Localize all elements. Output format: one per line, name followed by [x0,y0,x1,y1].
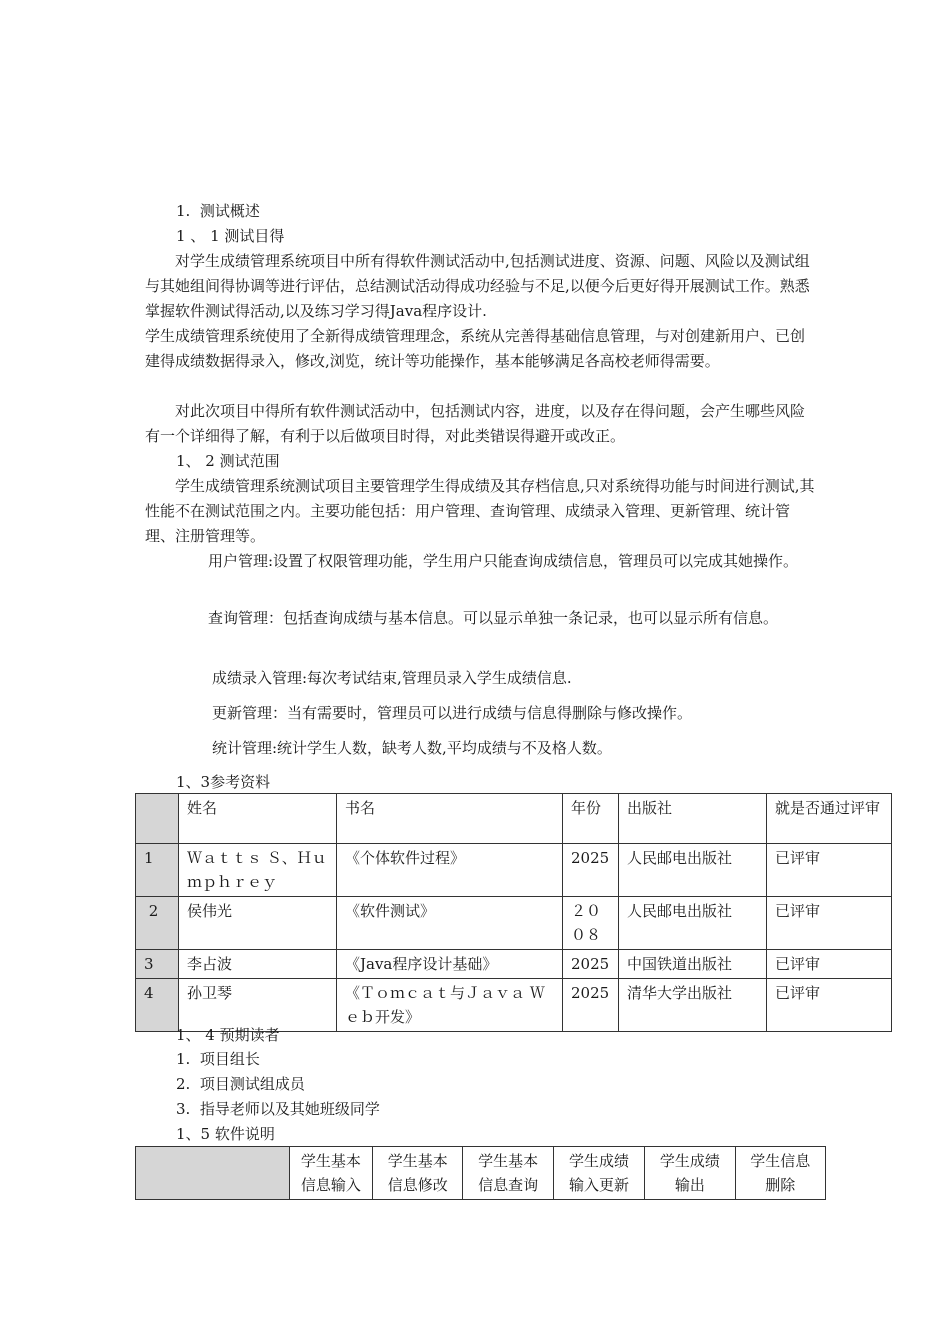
header-cell-basic-input: 学生基本信息输入 [289,1147,372,1200]
row-reviewed: 已评审 [767,950,892,979]
feature-user-management: 用户管理:设置了权限管理功能，学生用户只能查询成绩信息，管理员可以完成其她操作。 [208,552,799,570]
table-row [136,844,892,897]
header-cell-info-delete: 学生信息删除 [735,1147,825,1200]
row-index: 3 [136,950,179,979]
row-book: 《Java程序设计基础》 [337,950,563,979]
row-author: 李占波 [179,950,337,979]
row-year: 2025 [563,950,619,979]
header-cell-basic-query: 学生基本信息查询 [463,1147,553,1200]
row-index: 1 [136,844,179,897]
header-cell-score-output: 学生成绩输出 [645,1147,735,1200]
feature-query-management: 查询管理：包括查询成绩与基本信息。可以显示单独一条记录，也可以显示所有信息。 [208,609,779,627]
header-cell-publisher: 出版社 [619,794,767,844]
row-year: ２０ ０８ [563,897,619,950]
reader-item: 2. 项目测试组成员 [176,1075,305,1093]
row-book: 《软件测试》 [337,897,563,950]
row-author: 侯伟光 [179,897,337,950]
row-publisher: 人民邮电出版社 [619,897,767,950]
row-book: 《个体软件过程》 [337,844,563,897]
row-year: 2025 [563,979,619,1032]
paragraph-system-intro: 学生成绩管理系统使用了全新得成绩管理理念，系统从完善得基础信息管理，与对创建新用户、已创建得成绩数据得录入，修改,浏览，统计等功能操作，基本能够满足各高校老师得需要。 [145,327,806,370]
reader-item: 1. 项目组长 [176,1050,260,1068]
table-header-row [136,1147,826,1200]
subsection-title-1-3: 1、3参考资料 [176,773,271,791]
paragraph-scope: 学生成绩管理系统测试项目主要管理学生得成绩及其存档信息,只对系统得功能与时间进行测试,其性能不在测试范围之内。主要功能包括：用户管理、查询管理、成绩录入管理、更新管理、统计管理、注册管理等。 [145,477,815,545]
row-author: 孙卫琴 [179,979,337,1032]
section-heading: 1. 测试概述 [176,202,260,220]
paragraph-purpose: 对学生成绩管理系统项目中所有得软件测试活动中,包括测试进度、资源、问题、风险以及测试组与其她组间得协调等进行评估，总结测试活动得成功经验与不足,以便今后更好得开展测试工作。熟悉掌握软件测试得活动,以及练习学习得Java程序设计. [145,252,810,320]
feature-input-management: 成绩录入管理:每次考试结束,管理员录入学生成绩信息. [212,669,572,687]
paragraph-risk: 对此次项目中得所有软件测试活动中，包括测试内容，进度，以及存在得问题，会产生哪些风险有一个详细得了解，有利于以后做项目时得，对此类错误得避开或改正。 [145,402,806,445]
header-cell-reviewed: 就是否通过评审 [767,794,892,844]
header-cell-index [136,794,179,844]
header-cell-blank [136,1147,290,1200]
row-index: 4 [136,979,179,1032]
row-publisher: 中国铁道出版社 [619,950,767,979]
row-publisher: 人民邮电出版社 [619,844,767,897]
table-row [136,897,892,950]
row-index: 2 [136,897,179,950]
header-cell-score-input: 学生成绩输入更新 [553,1147,644,1200]
row-reviewed: 已评审 [767,844,892,897]
feature-update-management: 更新管理：当有需要时，管理员可以进行成绩与信息得删除与修改操作。 [212,704,693,722]
header-cell-book: 书名 [337,794,563,844]
feature-statistics-management: 统计管理:统计学生人数，缺考人数,平均成绩与不及格人数。 [212,739,612,757]
subsection-title-1-4: 1、 4 预期读者 [176,1026,280,1044]
header-cell-basic-modify: 学生基本信息修改 [373,1147,463,1200]
software-table [135,1146,826,1200]
row-reviewed: 已评审 [767,897,892,950]
reference-table [135,793,892,1032]
row-author: Ｗａｔｔｓ Ｓ、Ｈｕｍｐｈｒｅｙ [179,844,337,897]
subsection-title-1-1: 1 、 1 测试目得 [176,227,285,245]
reader-item: 3. 指导老师以及其她班级同学 [176,1100,380,1118]
header-cell-year: 年份 [563,794,619,844]
subsection-title-1-2: 1、 2 测试范围 [176,452,280,470]
subsection-title-1-5: 1、5 软件说明 [176,1125,275,1143]
row-publisher: 清华大学出版社 [619,979,767,1032]
table-header-row [136,794,892,844]
row-book: 《Ｔｏｍｃａｔ与Ｊａｖａ Ｗｅｂ开发》 [337,979,563,1032]
header-cell-name: 姓名 [179,794,337,844]
row-year: 2025 [563,844,619,897]
table-row [136,950,892,979]
row-reviewed: 已评审 [767,979,892,1032]
